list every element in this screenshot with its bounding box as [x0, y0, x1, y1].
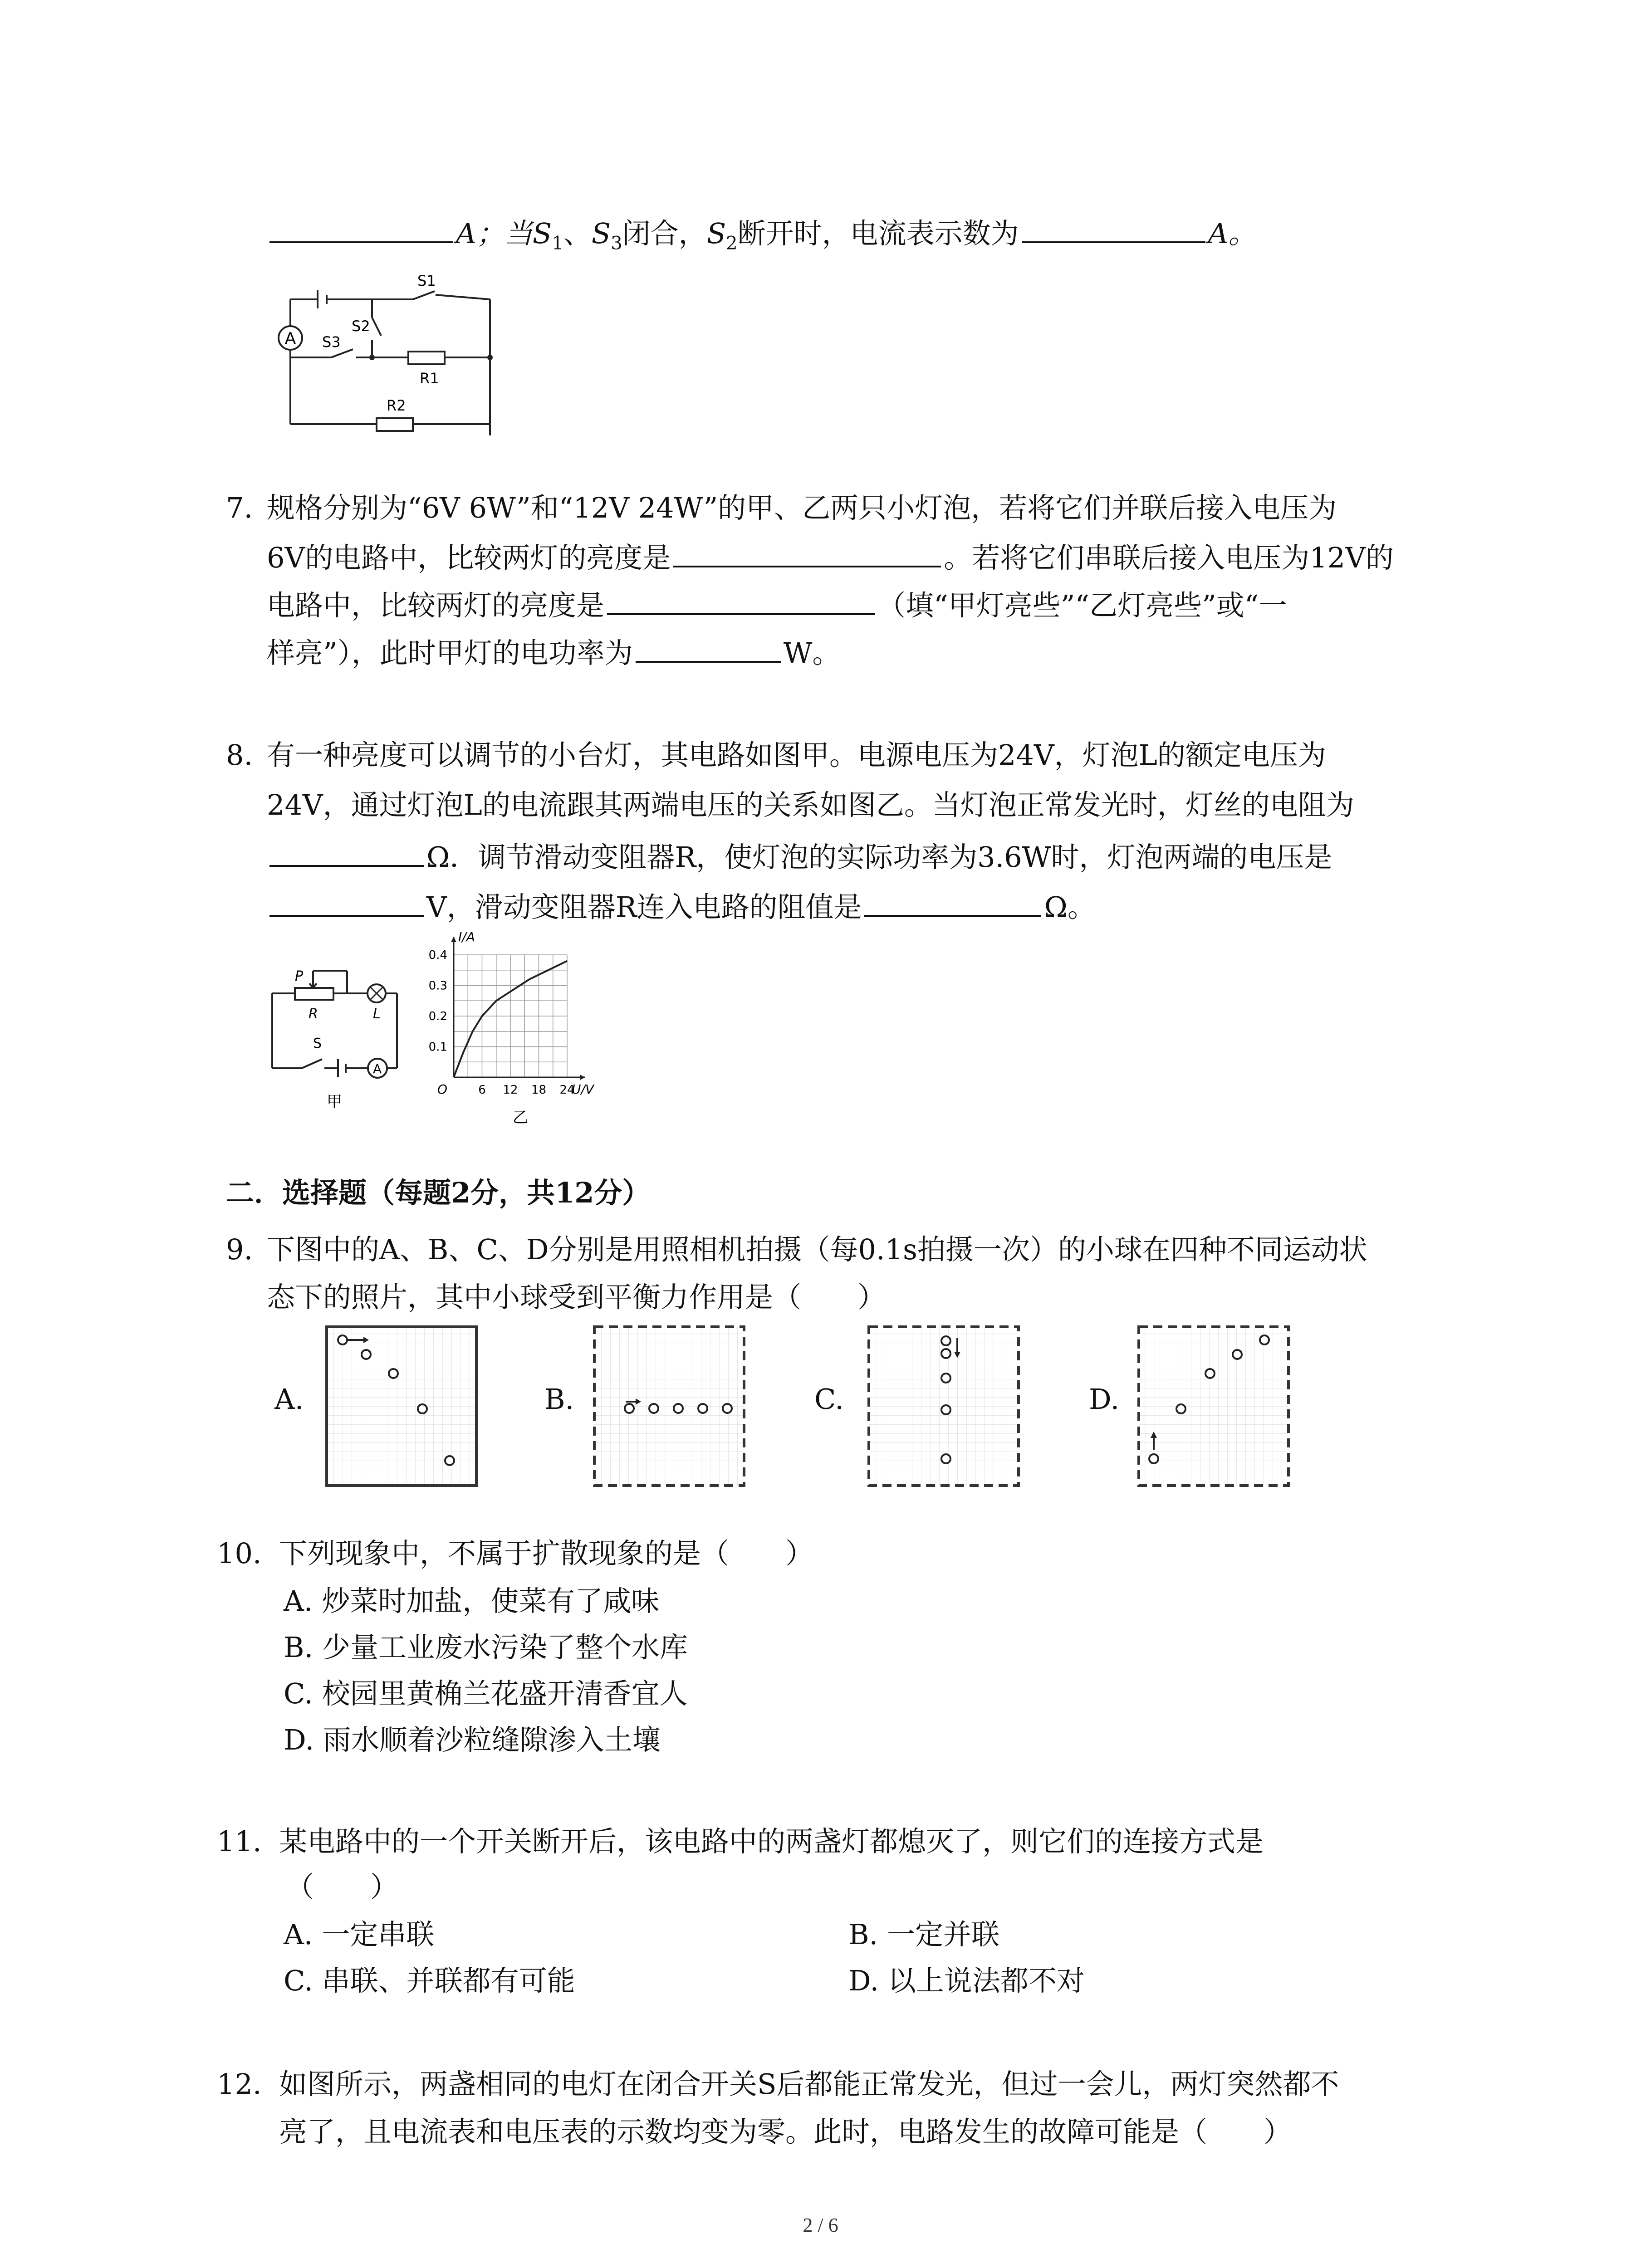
q6-s1: S — [532, 217, 552, 250]
q7-blank-3[interactable] — [636, 633, 781, 663]
q8-fig-yi-caption: 乙 — [513, 1109, 528, 1127]
chart-x-tick-label: 6 — [478, 1083, 486, 1097]
chart-x-tick-label: 18 — [531, 1083, 547, 1097]
q8-fig-jia-caption: 甲 — [327, 1093, 342, 1111]
q6-circuit-diagram — [263, 268, 499, 435]
q12-line-2: 亮了，且电流表和电压表的示数均变为零。此时，电路发生的故障可能是（ ） — [279, 2115, 1292, 2148]
q6-s3: S — [591, 217, 611, 250]
q7-line-3b: （填“甲灯亮些”“乙灯亮些”或“一 — [877, 589, 1287, 622]
q10-option-a[interactable]: A. 炒菜时加盐，使菜有了咸味 — [284, 1584, 660, 1618]
q8-line-4b: V，滑动变阻器R连入电路的阻值是 — [426, 890, 862, 924]
q8-circuit-jia — [268, 957, 404, 1125]
q11-number: 11. — [217, 1825, 262, 1858]
q9-option-b-label[interactable]: B. — [544, 1383, 574, 1416]
q7-line-3 — [267, 585, 1287, 624]
q7-line-4a: 样亮”），此时甲灯的电功率为 — [267, 636, 633, 670]
q9-number: 9. — [226, 1233, 253, 1266]
q9-line-2: 态下的照片，其中小球受到平衡力作用是（ ） — [267, 1281, 886, 1314]
q8-line-4 — [267, 887, 1096, 925]
q6-s3-sub: 3 — [611, 233, 622, 254]
q6-blank-2[interactable] — [1022, 213, 1205, 243]
q11-option-b[interactable]: B. 一定并联 — [848, 1918, 999, 1951]
chart-axis-lines — [454, 937, 585, 1077]
q7-line-4 — [267, 633, 840, 671]
q9-option-a-label[interactable]: A. — [274, 1383, 304, 1416]
q8-blank-1[interactable] — [269, 837, 424, 867]
q10-number: 10. — [217, 1537, 262, 1570]
q6-closed: 闭合， — [622, 217, 707, 250]
q7-line-4b: W。 — [783, 636, 841, 670]
q8-line-3 — [267, 837, 1332, 875]
q7-line-1: 规格分别为“6V 6W”和“12V 24W”的甲、乙两只小灯泡，若将它们并联后接入电压为 — [267, 491, 1337, 524]
chart-y-tick-label: 0.3 — [428, 979, 447, 993]
q10-option-d[interactable]: D. 雨水顺着沙粒缝隙渗入土壤 — [284, 1723, 661, 1756]
q10-stem: 下列现象中，不属于扩散现象的是（ ） — [279, 1537, 814, 1570]
q8-iu-chart — [422, 930, 617, 1129]
chart-axes — [451, 937, 585, 1080]
chart-x-axis-label: U/V — [572, 1082, 594, 1097]
q11-stem: 某电路中的一个开关断开后，该电路中的两盏灯都熄灭了，则它们的连接方式是 — [279, 1825, 1264, 1858]
q8-ammeter-label: A — [373, 1061, 382, 1076]
q8-s-label: S — [313, 1036, 322, 1051]
chart-y-axis-label: I/A — [458, 930, 475, 944]
q6-unit-end: A。 — [1208, 217, 1257, 250]
q9-panel-d[interactable] — [1136, 1325, 1291, 1488]
q6-ammeter-label: A — [284, 329, 296, 348]
q6-text-a: A；当 — [456, 217, 533, 250]
q11-option-c[interactable]: C. 串联、并联都有可能 — [284, 1964, 575, 1997]
q6-s2-sub: 2 — [726, 233, 738, 254]
q8-line-2: 24V，通过灯泡L的电流跟其两端电压的关系如图乙。当灯泡正常发光时，灯丝的电阻为 — [267, 788, 1354, 821]
q10-option-b[interactable]: B. 少量工业废水污染了整个水库 — [284, 1631, 688, 1664]
q11-option-d[interactable]: D. 以上说法都不对 — [848, 1964, 1085, 1997]
q6-s2: S — [706, 217, 726, 250]
q6-s1-sub: 1 — [552, 233, 563, 254]
q12-line-1: 如图所示，两盏相同的电灯在闭合开关S后都能正常发光，但过一会儿，两灯突然都不 — [279, 2068, 1339, 2101]
q6-s2-label: S2 — [352, 318, 370, 335]
q7-line-2b: 。若将它们串联后接入电压为12V的 — [944, 541, 1394, 574]
q8-blank-2[interactable] — [269, 887, 424, 917]
chart-origin-label: O — [437, 1082, 448, 1097]
q6-blank-1[interactable] — [269, 213, 453, 243]
chart-axis-arrows — [451, 937, 585, 1080]
q9-option-c-label[interactable]: C. — [814, 1383, 844, 1416]
q8-number: 8. — [226, 738, 253, 772]
chart-x-tick-label: 12 — [503, 1083, 518, 1097]
q7-number: 7. — [226, 491, 253, 524]
q6-r1-label: R1 — [420, 370, 439, 387]
q7-line-2a: 6V的电路中，比较两灯的亮度是 — [267, 541, 671, 574]
q8-line-4c: Ω。 — [1044, 890, 1096, 924]
q8-r-label: R — [309, 1006, 318, 1022]
q9-panel-b[interactable] — [592, 1325, 746, 1488]
q8-p-label: P — [295, 968, 304, 984]
q11-option-a[interactable]: A. 一定串联 — [284, 1918, 435, 1951]
page-number: 2 / 6 — [803, 2214, 838, 2236]
q9-panel-a[interactable] — [324, 1325, 479, 1488]
chart-y-tick-label: 0.2 — [428, 1010, 447, 1023]
q8-l-label: L — [373, 1006, 381, 1022]
q9-option-d-label[interactable]: D. — [1089, 1383, 1120, 1416]
q6-r2-label: R2 — [387, 397, 406, 414]
q12-number: 12. — [217, 2068, 262, 2101]
chart-y-tick-label: 0.4 — [428, 948, 447, 962]
q6-rest: 断开时，电流表示数为 — [737, 217, 1019, 250]
q7-blank-1[interactable] — [673, 538, 941, 567]
q6-sep: 、 — [563, 217, 592, 250]
q7-blank-2[interactable] — [607, 585, 875, 615]
chart-grid — [454, 955, 567, 1077]
q6-answer-line — [267, 213, 1256, 261]
q8-line-1: 有一种亮度可以调节的小台灯，其电路如图甲。电源电压为24V，灯泡L的额定电压为 — [267, 738, 1326, 772]
q6-s1-label: S1 — [417, 272, 436, 289]
q7-line-3a: 电路中，比较两灯的亮度是 — [267, 589, 605, 622]
q8-line-3b: Ω．调节滑动变阻器R，使灯泡的实际功率为3.6W时，灯泡两端的电压是 — [426, 841, 1332, 874]
chart-x-tick-label: 24 — [559, 1083, 575, 1097]
q8-blank-3[interactable] — [864, 887, 1041, 917]
q7-line-2 — [267, 538, 1394, 576]
q10-option-c[interactable]: C. 校园里黄桷兰花盛开清香宜人 — [284, 1677, 688, 1710]
q9-panel-c[interactable] — [867, 1325, 1021, 1488]
q9-line-1: 下图中的A、B、C、D分别是用照相机拍摄（每0.1s拍摄一次）的小球在四种不同运动状 — [267, 1233, 1367, 1266]
chart-y-tick-label: 0.1 — [428, 1040, 447, 1054]
q11-paren: （ ） — [286, 1870, 399, 1903]
q6-s3-label: S3 — [322, 333, 341, 351]
section-2-title: 二．选择题（每题2分，共12分） — [226, 1176, 651, 1209]
